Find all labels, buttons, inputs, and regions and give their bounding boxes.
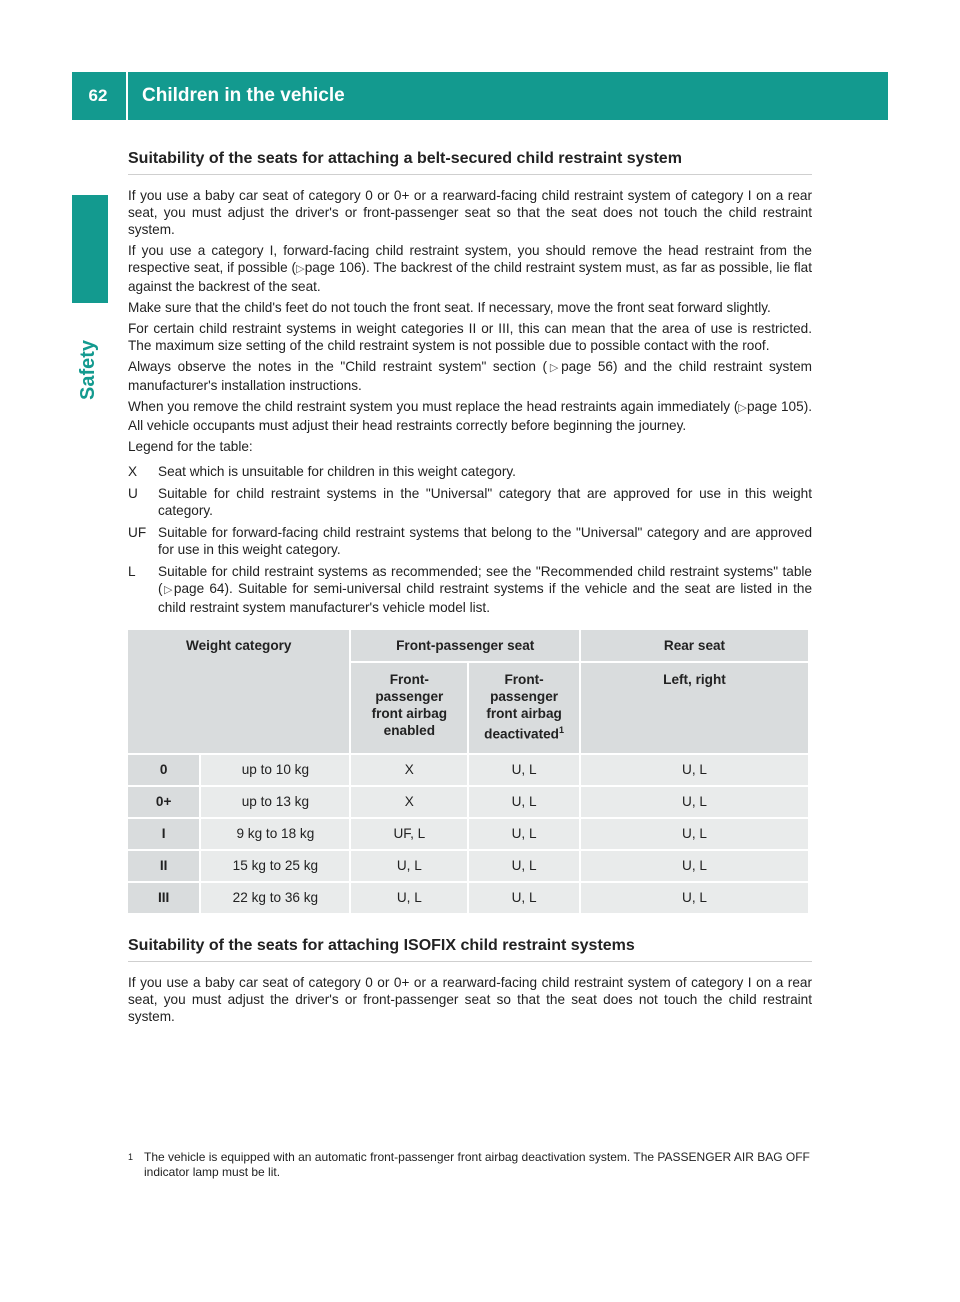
paragraph: Always observe the notes in the "Child restraint system" section (▷page 56) and the child restraint system manufacturer's installation instructions. (128, 359, 812, 393)
header-front-passenger-seat: Front-passenger seat (351, 630, 579, 661)
paragraph: For certain child restraint systems in weight categories II or III, this can mean that the area of use is restricted. The maximum size setting of the child restraint system is not possible due to possible contact with the roof. (128, 321, 812, 353)
cell-airbag-deactivated: U, L (469, 883, 579, 913)
paragraph: If you use a baby car seat of category 0 or 0+ or a rearward-facing child restraint system of category I on a rear seat, you must adjust the driver's or front-passenger seat so that the seat does not touch the child restraint system. (128, 188, 812, 237)
legend-key: U (128, 486, 138, 501)
cell-rear: U, L (581, 851, 808, 881)
page-link[interactable]: page 105 (746, 399, 804, 414)
legend-key: UF (128, 525, 147, 540)
cell-weight: 15 kg to 25 kg (201, 851, 349, 881)
cell-airbag-deactivated: U, L (469, 819, 579, 849)
cell-airbag-enabled: U, L (351, 883, 467, 913)
legend-key: L (128, 564, 136, 579)
paragraph: When you remove the child restraint system you must replace the head restraints again immediately (▷page 105). All vehicle occupants must adjust their head restraints correctly before beginning the journey. (128, 399, 812, 433)
section-heading-belt: Suitability of the seats for attaching a belt-secured child restraint system (128, 150, 812, 175)
cell-weight: up to 13 kg (201, 787, 349, 817)
footnote-ref: 1 (558, 725, 564, 735)
legend-text: Suitable for forward-facing child restraint systems that belong to the "Universal" category and are approved for use in this weight category. (158, 525, 812, 557)
cell-weight: up to 10 kg (201, 755, 349, 785)
legend-list (128, 463, 812, 616)
cell-airbag-deactivated: U, L (469, 787, 579, 817)
cell-rear: U, L (581, 883, 808, 913)
cell-category: 0 (128, 755, 199, 785)
cell-category: 0+ (128, 787, 199, 817)
page-ref-icon: ▷ (738, 402, 747, 414)
cell-rear: U, L (581, 819, 808, 849)
page-number: 62 (88, 86, 108, 105)
page-header (72, 72, 888, 120)
cell-airbag-enabled: X (351, 755, 467, 785)
cell-category: I (128, 819, 199, 849)
table-row (128, 883, 808, 913)
cell-airbag-deactivated: U, L (469, 755, 579, 785)
legend-item (128, 463, 812, 480)
section-heading-isofix: Suitability of the seats for attaching ISOFIX child restraint systems (128, 937, 812, 962)
section-marker (72, 195, 108, 303)
paragraph: If you use a baby car seat of category 0 or 0+ or a rearward-facing child restraint system of category I on a rear seat, you must adjust the driver's or front-passenger seat so that the seat does not touch the child restraint system. (128, 974, 812, 1024)
header-airbag-enabled: Front-passenger front airbag enabled (351, 663, 467, 753)
header-weight-category: Weight category (128, 630, 349, 753)
section-label: Safety (76, 339, 99, 401)
cell-airbag-deactivated: U, L (469, 851, 579, 881)
cell-weight: 22 kg to 36 kg (201, 883, 349, 913)
cell-airbag-enabled: UF, L (351, 819, 467, 849)
table-row (128, 755, 808, 785)
legend-item (128, 485, 812, 519)
page-link[interactable]: page 106 (304, 260, 362, 275)
footnote-text: The vehicle is equipped with an automatic front-passenger front airbag deactivation system. The PASSENGER AIR BAG OFF indicator lamp must be lit. (144, 1150, 810, 1179)
legend-text: Suitable for child restraint systems as recommended; see the "Recommended child restraint systems" table (▷page 64). Suitable for semi-universal child restraint systems if the vehicle and the seat are listed in the child restraint system manufacturer's vehicle model list. (158, 564, 813, 615)
page-link[interactable]: page 56 (561, 359, 613, 374)
legend-item (128, 524, 812, 558)
header-airbag-deactivated: Front-passenger front airbag deactivated$^1$ (469, 663, 579, 753)
legend-key: X (128, 464, 138, 479)
footnote (128, 1150, 812, 1180)
chapter-title: Children in the vehicle (142, 85, 345, 106)
cell-weight: 9 kg to 18 kg (201, 819, 349, 849)
cell-airbag-enabled: X (351, 787, 467, 817)
footnote-mark: 1 (128, 1152, 134, 1162)
cell-category: III (128, 883, 199, 913)
legend-text: Seat which is unsuitable for children in this weight category. (158, 464, 516, 479)
main-content (128, 150, 812, 1029)
legend-title: Legend for the table: (128, 439, 253, 454)
cell-rear: U, L (581, 787, 808, 817)
header-rear-seat: Rear seat (581, 630, 808, 661)
page-link[interactable]: page 64 (173, 581, 225, 596)
suitability-table (126, 628, 810, 915)
legend-text: Suitable for child restraint systems in the "Universal" category that are approved for use in this weight category. (158, 486, 812, 518)
header-divider (126, 72, 128, 120)
header-left-right: Left, right (581, 663, 808, 753)
table-row (128, 819, 808, 849)
page-ref-icon: ▷ (296, 263, 305, 275)
cell-rear: U, L (581, 755, 808, 785)
table-row (128, 787, 808, 817)
table-row (128, 851, 808, 881)
paragraph: Make sure that the child's feet do not touch the front seat. If necessary, move the front seat forward slightly. (128, 300, 771, 315)
page-ref-icon: ▷ (547, 362, 562, 374)
cell-airbag-enabled: U, L (351, 851, 467, 881)
page-ref-icon: ▷ (162, 584, 174, 596)
legend-item (128, 563, 812, 616)
paragraph: If you use a category I, forward-facing child restraint system, you should remove the head restraint from the respective seat, if possible (▷page 106). The backrest of the child restraint system must, as far as possible, lie flat against the backrest of the seat. (128, 243, 813, 294)
cell-category: II (128, 851, 199, 881)
